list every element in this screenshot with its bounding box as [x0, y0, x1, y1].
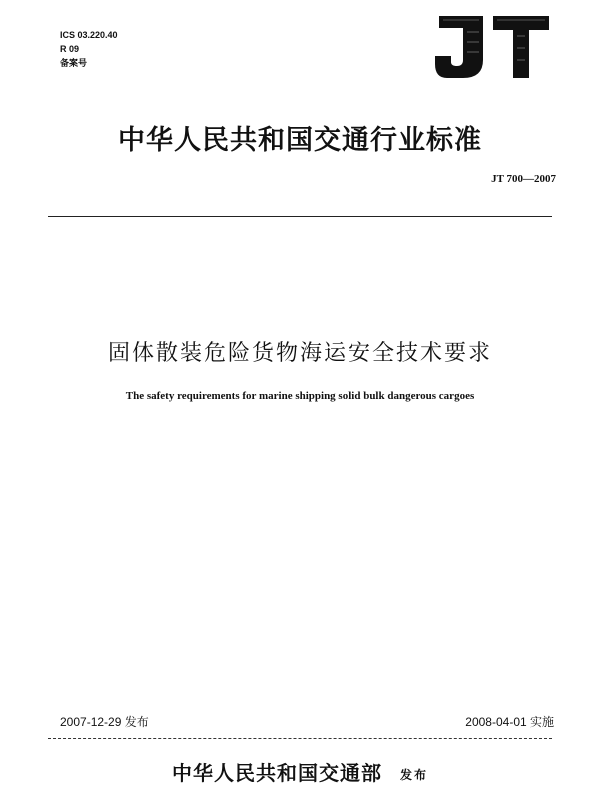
ics-code: ICS 03.220.40 [60, 30, 118, 40]
issue-date: 2007-12-29 发布 [60, 715, 149, 729]
record-number: 备案号 [60, 58, 88, 68]
issuer-suffix: 发布 [399, 768, 428, 782]
header-divider [48, 216, 552, 217]
issuer-line [0, 757, 600, 786]
footer-divider [48, 738, 552, 739]
issuer-name: 中华人民共和国交通部 [171, 761, 382, 785]
implement-date: 2008-04-01 实施 [465, 715, 554, 729]
organization-title: 中华人民共和国交通行业标准 [118, 125, 482, 156]
jt-logo [433, 12, 551, 82]
title-english: The safety requirements for marine shipping solid bulk dangerous cargoes [125, 390, 475, 402]
ccs-code: R 09 [60, 44, 80, 54]
title-chinese: 固体散装危险货物海运安全技术要求 [107, 341, 492, 366]
standard-number: JT 700—2007 [491, 173, 556, 185]
